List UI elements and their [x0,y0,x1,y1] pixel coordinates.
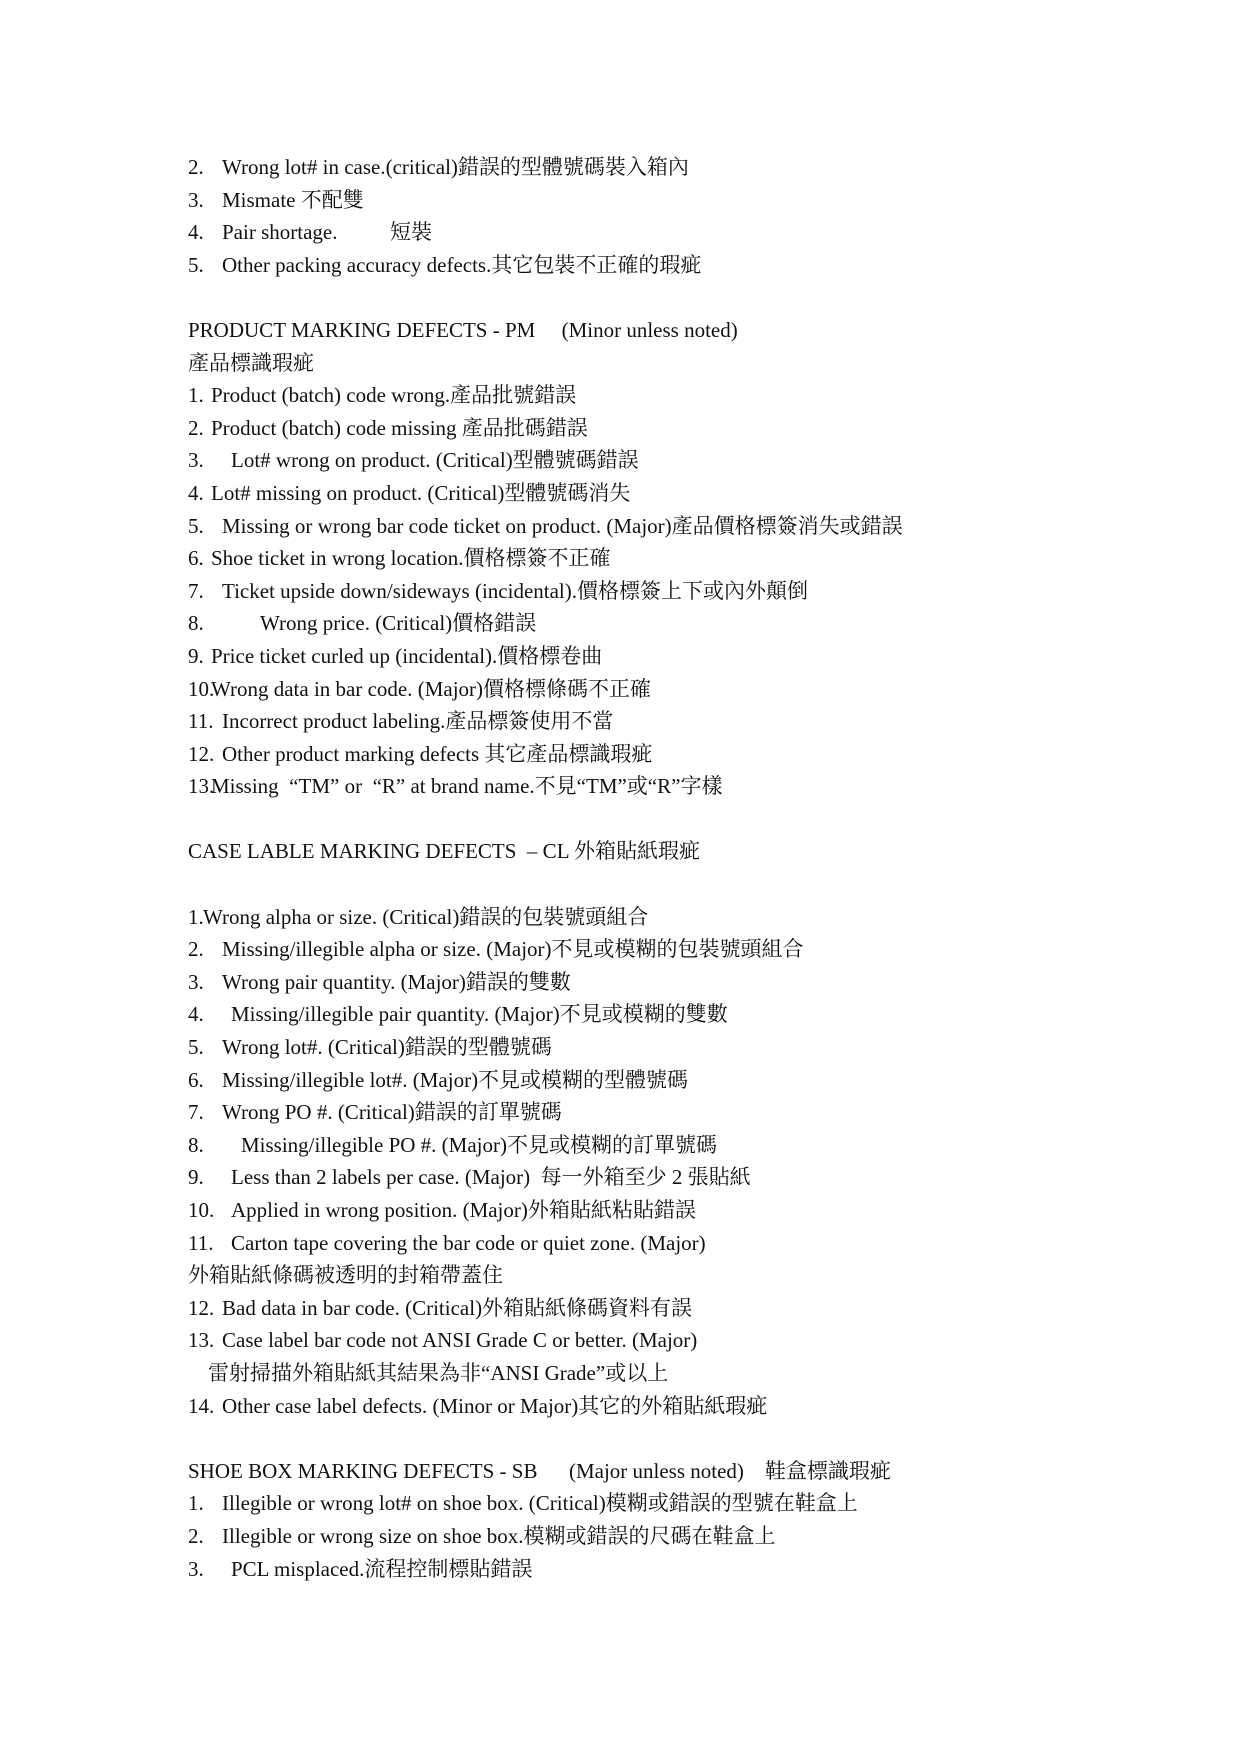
list-item: 11. Carton tape covering the bar code or quiet zone. (Major) [188,1230,706,1255]
list-item: 12. Bad data in bar code. (Critical)外箱貼紙條碼資料有誤 [188,1295,693,1320]
section-heading-product-marking: PRODUCT MARKING DEFECTS - PM (Minor unless noted) [188,317,738,342]
list-item: 2. Wrong lot# in case.(critical)錯誤的型體號碼裝入箱內 [188,155,689,179]
list-item: 1. Wrong alpha or size. (Critical)錯誤的包裝號頭組合 [188,904,649,929]
document-page [188,151,1188,1585]
list-item: 5. Wrong lot#. (Critical)錯誤的型體號碼 [188,1035,552,1060]
list-item: 10. Wrong data in bar code. (Major)價格標條碼不正確 [188,676,652,701]
list-item: 4. Missing/illegible pair quantity. (Major)不見或模糊的雙數 [188,1002,728,1027]
list-item: 3. Mismate 不配雙 [188,187,364,212]
section-heading-case-label: CASE LABLE MARKING DEFECTS – CL 外箱貼紙瑕疵 [188,839,700,864]
list-item: 2. Missing/illegible alpha or size. (Major)不見或模糊的包裝號頭組合 [188,937,804,962]
list-item: 9. Price ticket curled up (incidental).價格標卷曲 [188,643,603,668]
list-item: 1. Product (batch) code wrong.產品批號錯誤 [188,383,577,408]
list-item: 12. Other product marking defects 其它產品標識瑕疵 [188,741,653,766]
list-item: 3. Lot# wrong on product. (Critical)型體號碼錯誤 [188,448,639,473]
section-heading-product-marking-cn: 產品標識瑕疵 [188,350,314,375]
list-item-continuation: 雷射掃描外箱貼紙其結果為非“ANSI Grade”或以上 [208,1360,669,1385]
list-item: 8. Wrong price. (Critical)價格錯誤 [188,611,537,636]
list-item: 9. Less than 2 labels per case. (Major) 每一外箱至少 2 張貼紙 [188,1165,751,1190]
list-item: 8. Missing/illegible PO #. (Major)不見或模糊的訂單號碼 [188,1132,717,1157]
list-item: 7. Ticket upside down/sideways (incidental).價格標簽上下或內外顛倒 [188,578,808,603]
list-item: 3. PCL misplaced.流程控制標貼錯誤 [188,1556,533,1581]
list-item: 6. Missing/illegible lot#. (Major)不見或模糊的型體號碼 [188,1067,689,1092]
list-item: 5. Missing or wrong bar code ticket on product. (Major)產品價格標簽消失或錯誤 [188,513,903,538]
list-item-continuation: 外箱貼紙條碼被透明的封箱帶蓋住 [188,1263,503,1288]
list-item: 14. Other case label defects. (Minor or Major)其它的外箱貼紙瑕疵 [188,1393,768,1418]
list-item: 5. Other packing accuracy defects.其它包裝不正確的瑕疵 [188,252,702,277]
list-item: 10. Applied in wrong position. (Major)外箱貼紙粘貼錯誤 [188,1198,696,1222]
list-item: 13. Case label bar code not ANSI Grade C or better. (Major) [188,1328,698,1353]
list-item: 2. Product (batch) code missing 產品批碼錯誤 [188,415,588,440]
list-item: 3. Wrong pair quantity. (Major)錯誤的雙數 [188,969,571,994]
list-item: 13. Missing “TM” or “R” at brand name.不見“TM”或“R”字樣 [188,774,723,799]
list-item: 4. Pair shortage. 短裝 [188,220,432,245]
list-item: 4. Lot# missing on product. (Critical)型體號碼消失 [188,480,631,505]
list-item: 6. Shoe ticket in wrong location.價格標簽不正確 [188,546,611,571]
list-item: 11. Incorrect product labeling.產品標簽使用不當 [188,709,614,734]
list-item: 7. Wrong PO #. (Critical)錯誤的訂單號碼 [188,1100,562,1125]
list-item: 2. Illegible or wrong size on shoe box.模糊或錯誤的尺碼在鞋盒上 [188,1523,776,1548]
list-item: 1. Illegible or wrong lot# on shoe box. (Critical)模糊或錯誤的型號在鞋盒上 [188,1491,858,1516]
section-heading-shoe-box: SHOE BOX MARKING DEFECTS - SB (Major unless noted) 鞋盒標識瑕疵 [188,1458,891,1483]
